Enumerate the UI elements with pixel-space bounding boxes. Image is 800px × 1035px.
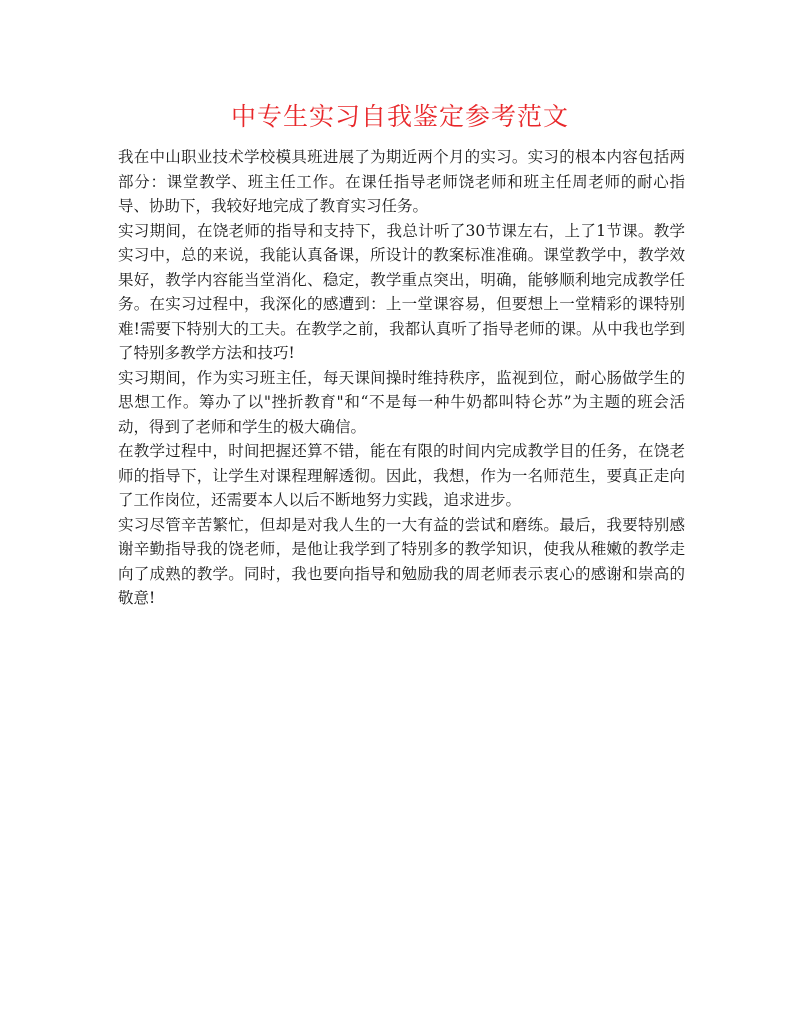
paragraph-4: 在教学过程中，时间把握还算不错，能在有限的时间内完成教学目的任务，在饶老师的指导下，让学生对课程理解透彻。因此，我想，作为一名师范生，要真正走向了工作岗位，还需要本人以后不断地努力实践，追求进步。 <box>118 442 685 509</box>
paragraph-3: 实习期间，作为实习班主任，每天课间操时维持秩序，监视到位，耐心肠做学生的思想工作。筹办了以"挫折教育"和“不是每一种牛奶都叫特仑苏”为主题的班会活动，得到了老师和学生的极大确信。 <box>118 368 685 436</box>
paragraph-5: 实习尽管辛苦繁忙，但却是对我人生的一大有益的尝试和磨练。最后，我要特别感谢辛勤指导我的饶老师，是他让我学到了特别多的教学知识，使我从稚嫩的教学走向了成熟的教学。同时，我也要向指导和勉励我的周老师表示衷心的感谢和崇高的敬意! <box>118 515 685 607</box>
paragraph-1: 我在中山职业技术学校模具班进展了为期近两个月的实习。实习的根本内容包括两部分：课堂教学、班主任工作。在课任指导老师饶老师和班主任周老师的耐心指导、协助下，我较好地完成了教育实习任务。 <box>118 148 685 215</box>
paragraph-2: 实习期间，在饶老师的指导和支持下，我总计听了30节课左右，上了1节课。教学实习中，总的来说，我能认真备课，所设计的教案标准准确。课堂教学中，教学效果好，教学内容能当堂消化、稳定，教学重点突出，明确，能够顺利地完成教学任务。在实习过程中，我深化的感遭到：上一堂课容易，但要想上一堂精彩的课特别难!需要下特别大的工夫。在教学之前，我都认真听了指导老师的课。从中我也学到了特别多教学方法和技巧! <box>118 221 685 362</box>
document-body <box>118 145 685 611</box>
document-title: 中专生实习自我鉴定参考范文 <box>230 102 569 131</box>
